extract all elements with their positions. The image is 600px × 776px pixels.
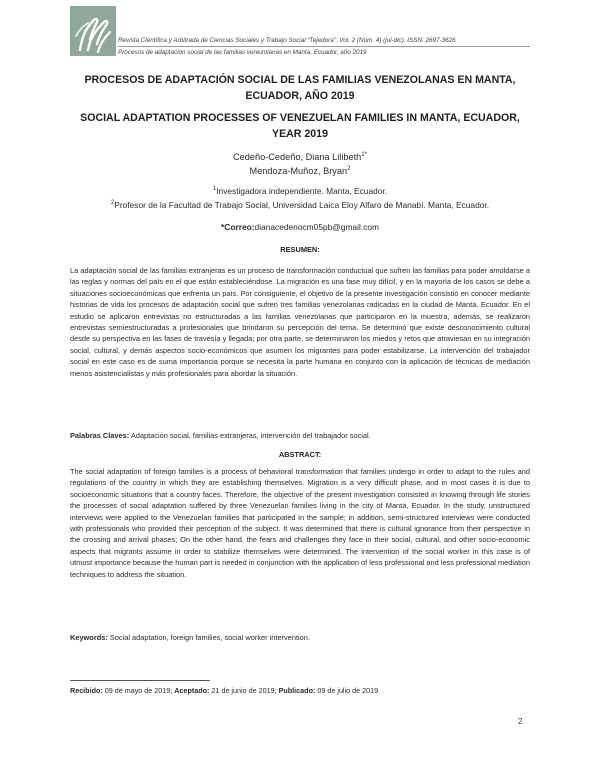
author-2-sup: 2 [347,165,351,172]
resumen-heading: RESUMEN: [280,245,320,254]
correspondence [70,220,530,235]
resumen-text: La adaptación social de las familias extranjeras es un proceso de transformación conductual que sufren las familias para poder amoldarse a las reglas y normas del país en el que están estableciéndose. La migración es una fase muy difícil, y en la mayoría de los casos se debe a situaciones socioeconómicas que enfrenta un país. Por consiguiente, el objetivo de la presente investigación consistió en conocer mediante historias de vida los procesos de adaptación social que sufren tres familias venezolanas radicadas en la ciudad de Manta, Ecuador. En el estudio se aplicaron entrevistas no estructuradas a las familias venezolanas que participaron en la muestra, además, se realizaron entrevistas semiestructuradas a profesionales que brindaron su percepción del tema. Se determinó que existe desconocimiento cultural desde su perspectiva en las fases de travesía y llegada; por otra parte, se determinaron los miedos y retos que atraviesan en su integración social, cultural, y demás aspectos socio-económicos que asumen los migrantes para poder estabilizarse. La intervención del trabajador social en este caso es de suma importancia porque se necesita la parte humana en conjunto con la aplicación de técnicas de mediación menos asistencialistas y más profesionales para abordar la situación. [70,266,530,378]
affiliation-1-sup: 1 [212,186,217,193]
correspondence-email[interactable]: dianacedenocm05pb@gmail.com [254,222,379,232]
affiliation-1-text: Investigadora independiente. Manta, Ecuador. [216,186,388,196]
affiliation-2 [70,198,530,213]
recibido-date: 09 de mayo de 2019; [104,686,173,695]
author-2 [70,164,530,179]
abstract-heading: ABSTRACT: [278,450,322,459]
publicado-date: 09 de julio de 2019 [317,686,379,695]
correspondence-label: *Correo: [221,222,255,232]
author-2-name: Mendoza-Muñoz, Bryan [249,166,348,176]
aceptado-label: Aceptado: [174,686,210,695]
aceptado-date: 21 de junio de 2019; [211,686,277,695]
recibido-label: Recibido: [70,686,103,695]
publicado-label: Publicado: [278,686,316,695]
article-header-line: Procesos de adaptación social de las familias venezolanas en Manta, Ecuador, año 2019 [118,49,367,56]
journal-logo-hands-icon [70,6,116,56]
journal-logo [70,6,116,56]
affiliation-2-sup: 2 [110,200,115,207]
abstract-text: The social adaptation of foreign families is a process of behavioral transformation that families undergo in order to adapt to the rules and regulations of the country in which they are establishing themselves. Migration is a very difficult phase, and in most cases it is due to socioeconomic situations that a country faces. Therefore, the objective of the present investigation consisted in knowing through life stories the processes of social adaptation suffered by three Venezuelan families living in the city of Manta, Ecuador. In the study, unstructured interviews were applied to the Venezuelan families that participated in the sample; in addition, semi-structured interviews were conducted with professionals who provided their perception of the subject. It was determined that there is cultural ignorance from their perspective in the crossing and arrival phases; On the other hand, the fears and challenges they face in their social, cultural, and other socio-economic aspects that migrants assume in order to stabilize themselves were determined. The intervention of the social worker in this case is of utmost importance because the human part is needed in conjunction with the application of less professional and less professional mediation techniques to address the situation. [70,467,530,579]
palabras-claves-text: Adaptación social, familias extranjeras, intervención del trabajador social. [130,431,371,440]
affiliation-2-text: Profesor de la Facultad de Trabajo Social, Universidad Laica Eloy Alfaro de Manabí. Manta, Ecuador. [114,200,490,210]
keywords-label: Keywords: [70,633,108,642]
palabras-claves-label: Palabras Claves: [70,431,130,440]
keywords-text: Social adaptation, foreign families, social worker intervention. [109,633,310,642]
affiliation-1 [70,184,530,199]
author-1-name: Cedeño-Cedeño, Diana Lilibeth [233,152,362,162]
keywords [70,633,530,642]
title-english: SOCIAL ADAPTATION PROCESSES OF VENEZUELAN FAMILIES IN MANTA, ECUADOR, YEAR 2019 [80,112,520,140]
footnote-dates [70,686,378,695]
page-number: 2 [518,717,523,726]
header-rule [118,46,530,47]
journal-header-line: Revista Científica y Arbitrada de Ciencias Sociales y Trabajo Social “Tejedora”: Vol. 2 (Núm. 4) (jul-dic). ISSN: 2697-3626 [118,37,456,44]
author-1 [70,150,530,165]
author-1-sup: 1* [361,151,367,158]
footnote-rule [70,680,210,681]
title-spanish: PROCESOS DE ADAPTACIÓN SOCIAL DE LAS FAMILIAS VENEZOLANAS EN MANTA, ECUADOR, AÑO 2019 [84,74,516,102]
palabras-claves [70,431,530,440]
